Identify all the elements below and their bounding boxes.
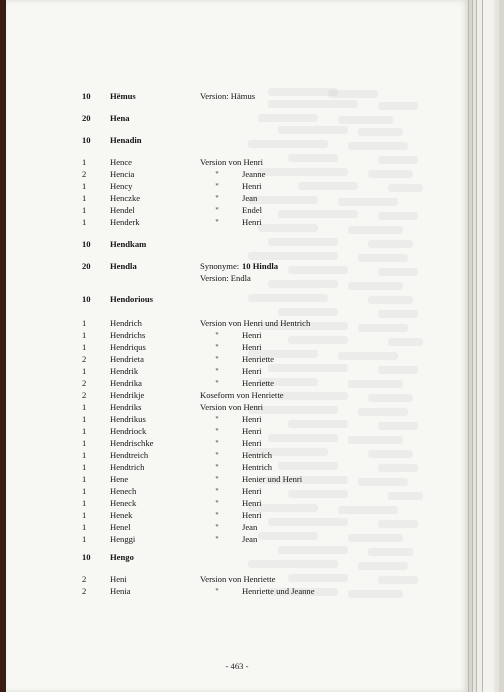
entry-name: Hendtreich [110, 450, 149, 460]
entry-value: Henri [242, 330, 262, 340]
ditto-mark: " [215, 510, 219, 520]
page-stack-edge [482, 0, 493, 692]
entry-name: Henderk [110, 217, 140, 227]
entry-name: Hendkam [110, 239, 147, 249]
bleed-mark [278, 392, 348, 400]
bleed-mark [348, 380, 403, 388]
bleed-mark [338, 352, 398, 360]
entry-frequency: 1 [82, 450, 87, 460]
bleed-mark [258, 532, 318, 540]
bleed-mark [268, 238, 338, 246]
bleed-mark [288, 490, 348, 498]
bleed-mark [338, 116, 393, 124]
entry-frequency: 1 [82, 462, 87, 472]
bleed-mark [278, 126, 348, 134]
ditto-mark: " [215, 181, 219, 191]
ditto-mark: " [215, 354, 219, 364]
bleed-mark [378, 268, 418, 276]
ditto-mark: " [215, 450, 219, 460]
entry-description: Version von Henri [200, 157, 264, 167]
bleed-mark [368, 394, 413, 402]
entry-frequency: 10 [82, 91, 91, 101]
entry-name: Henia [110, 586, 131, 596]
bleed-mark [378, 576, 418, 584]
entry-name: Hendel [110, 205, 135, 215]
bleed-mark [348, 436, 403, 444]
ditto-mark: " [215, 498, 219, 508]
entry-name: Hendrichs [110, 330, 146, 340]
bleed-mark [258, 224, 318, 232]
bleed-mark [368, 450, 413, 458]
bleed-mark [358, 128, 403, 136]
entry-frequency: 10 [82, 294, 91, 304]
entry-name: Hendla [110, 261, 137, 271]
bleed-mark [378, 310, 418, 318]
entry-description: Koseform von Henriette [200, 390, 284, 400]
bleed-mark [258, 168, 348, 176]
entry-value: Henriette und Jeanne [242, 586, 315, 596]
entry-description: Version von Henri und Hentrich [200, 318, 311, 328]
entry-value: Henri [242, 426, 262, 436]
entry-frequency: 2 [82, 586, 87, 596]
entry-name: Hendrikje [110, 390, 145, 400]
entry-value: Henri [242, 217, 262, 227]
entry-name: Hëmus [110, 91, 136, 101]
entry-name: Henggi [110, 534, 136, 544]
bleed-mark [248, 252, 338, 260]
bleed-mark [288, 574, 348, 582]
bleed-mark [278, 462, 338, 470]
entry-frequency: 20 [82, 261, 91, 271]
bleed-mark [348, 590, 403, 598]
entry-name: Henek [110, 510, 133, 520]
entry-value: Endel [242, 205, 263, 215]
bleed-mark [268, 100, 358, 108]
entry-frequency: 1 [82, 318, 87, 328]
entry-frequency: 10 [82, 239, 91, 249]
bleed-mark [348, 534, 403, 542]
entry-value: Henriette [242, 378, 274, 388]
ditto-mark: " [215, 378, 219, 388]
entry-name: Hendrika [110, 378, 142, 388]
entry-version-note: Version: Endla [200, 273, 251, 283]
entry-frequency: 1 [82, 193, 87, 203]
bleed-mark [348, 226, 403, 234]
bleed-mark [268, 518, 348, 526]
entry-frequency: 1 [82, 414, 87, 424]
bleed-through-text [228, 88, 468, 608]
entry-description: Version: Hämus [200, 91, 256, 101]
entry-name: Hengo [110, 552, 134, 562]
entry-value: Henri [242, 181, 262, 191]
entry-name: Heneck [110, 498, 137, 508]
bleed-mark [248, 560, 338, 568]
entry-name: Hendriks [110, 402, 142, 412]
bleed-mark [378, 156, 418, 164]
entry-value: Henri [242, 414, 262, 424]
ditto-mark: " [215, 474, 219, 484]
bleed-mark [288, 336, 348, 344]
bleed-mark [388, 184, 423, 192]
bleed-mark [368, 548, 413, 556]
entry-name: Hena [110, 113, 130, 123]
bleed-mark [388, 492, 423, 500]
entry-name: Hendtrich [110, 462, 145, 472]
entry-frequency: 1 [82, 402, 87, 412]
entry-name: Hency [110, 181, 133, 191]
bleed-mark [288, 154, 338, 162]
bleed-mark [268, 434, 338, 442]
entry-value: Henri [242, 342, 262, 352]
page-number: - 463 - [225, 661, 249, 671]
bleed-mark [278, 308, 338, 316]
entry-frequency: 1 [82, 498, 87, 508]
entry-value: Jean [242, 193, 258, 203]
entry-name: Hendrik [110, 366, 139, 376]
bleed-mark [328, 90, 378, 98]
entry-name: Hendriqus [110, 342, 146, 352]
entry-frequency: 1 [82, 438, 87, 448]
bleed-mark [368, 240, 413, 248]
bleed-mark [358, 562, 408, 570]
entry-name: Hene [110, 474, 129, 484]
entry-value: Henri [242, 510, 262, 520]
ditto-mark: " [215, 426, 219, 436]
entry-value: Hentrich [242, 450, 273, 460]
entry-name: Hendrich [110, 318, 142, 328]
bleed-mark [288, 420, 348, 428]
bleed-mark [268, 364, 348, 372]
ditto-mark: " [215, 342, 219, 352]
entry-name: Henadin [110, 135, 142, 145]
entry-frequency: 2 [82, 574, 87, 584]
bleed-mark [288, 266, 348, 274]
entry-value: Jean [242, 534, 258, 544]
entry-frequency: 1 [82, 205, 87, 215]
entry-name: Henech [110, 486, 137, 496]
bleed-mark [388, 338, 423, 346]
entry-name: Hendrischke [110, 438, 154, 448]
entry-name: Hendriock [110, 426, 147, 436]
entry-name: Hendrieta [110, 354, 144, 364]
ditto-mark: " [215, 193, 219, 203]
bleed-mark [358, 478, 408, 486]
entry-description: Version von Henriette [200, 574, 276, 584]
bleed-mark [378, 366, 418, 374]
entry-description: Version von Henri [200, 402, 264, 412]
bleed-mark [248, 294, 328, 302]
entry-value: Henri [242, 486, 262, 496]
bleed-mark [338, 506, 398, 514]
bleed-mark [348, 142, 408, 150]
entry-frequency: 2 [82, 169, 87, 179]
entry-frequency: 2 [82, 390, 87, 400]
bleed-mark [278, 546, 348, 554]
bleed-mark [368, 296, 413, 304]
entry-frequency: 1 [82, 342, 87, 352]
entry-frequency: 1 [82, 510, 87, 520]
bleed-mark [298, 182, 358, 190]
ditto-mark: " [215, 462, 219, 472]
entry-value: Henri [242, 438, 262, 448]
bleed-mark [358, 408, 408, 416]
entry-name: Hence [110, 157, 132, 167]
synonym-value: 10 Hindla [242, 261, 279, 271]
ditto-mark: " [215, 438, 219, 448]
bleed-mark [378, 422, 418, 430]
bleed-mark [268, 280, 338, 288]
entry-frequency: 2 [82, 378, 87, 388]
entry-name: Henczke [110, 193, 141, 203]
bleed-mark [358, 254, 408, 262]
entry-name: Hencia [110, 169, 135, 179]
entry-frequency: 1 [82, 522, 87, 532]
ditto-mark: " [215, 205, 219, 215]
entry-frequency: 10 [82, 135, 91, 145]
entry-frequency: 10 [82, 552, 91, 562]
entry-frequency: 1 [82, 181, 87, 191]
entry-frequency: 1 [82, 157, 87, 167]
bleed-mark [278, 210, 358, 218]
document-page [6, 0, 468, 692]
entry-frequency: 20 [82, 113, 91, 123]
entry-value: Jean [242, 522, 258, 532]
bleed-mark [338, 198, 398, 206]
bleed-mark [248, 196, 318, 204]
bleed-mark [378, 212, 418, 220]
bleed-mark [368, 170, 413, 178]
entry-value: Hentrich [242, 462, 273, 472]
ditto-mark: " [215, 486, 219, 496]
entry-frequency: 1 [82, 474, 87, 484]
ditto-mark: " [215, 522, 219, 532]
bleed-mark [248, 140, 328, 148]
ditto-mark: " [215, 217, 219, 227]
bleed-mark [378, 102, 418, 110]
entry-frequency: 1 [82, 486, 87, 496]
ditto-mark: " [215, 330, 219, 340]
ditto-mark: " [215, 366, 219, 376]
bleed-mark [258, 114, 318, 122]
ditto-mark: " [215, 414, 219, 424]
ditto-mark: " [215, 169, 219, 179]
synonym-label: Synonyme: [200, 261, 240, 271]
bleed-mark [348, 282, 403, 290]
entry-frequency: 1 [82, 366, 87, 376]
entry-value: Henri [242, 498, 262, 508]
entry-name: Heni [110, 574, 127, 584]
entry-value: Henriette [242, 354, 274, 364]
entry-frequency: 1 [82, 426, 87, 436]
entry-value: Henier und Henri [242, 474, 303, 484]
entry-value: Henri [242, 366, 262, 376]
entry-frequency: 1 [82, 330, 87, 340]
ditto-mark: " [215, 534, 219, 544]
entry-value: Jeanne [242, 169, 266, 179]
entry-name: Henel [110, 522, 131, 532]
bleed-mark [378, 464, 418, 472]
entry-frequency: 2 [82, 354, 87, 364]
bleed-mark [358, 324, 408, 332]
bleed-mark [378, 520, 418, 528]
entry-frequency: 1 [82, 534, 87, 544]
ditto-mark: " [215, 586, 219, 596]
entry-name: Hendorious [110, 294, 153, 304]
entry-frequency: 1 [82, 217, 87, 227]
entry-name: Hendrikus [110, 414, 146, 424]
